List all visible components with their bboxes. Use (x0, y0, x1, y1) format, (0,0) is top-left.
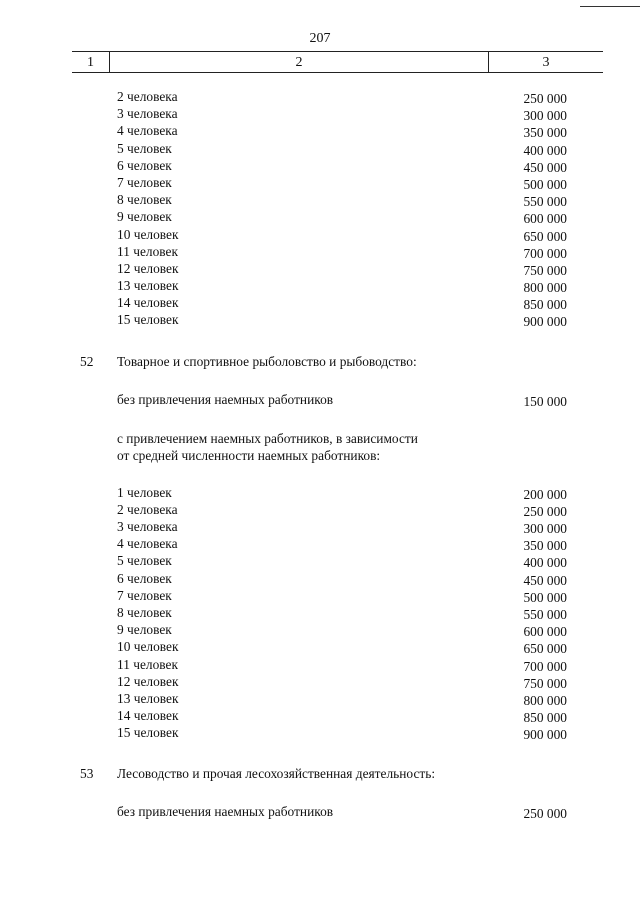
section-number: 53 (80, 766, 94, 782)
row-value: 500 000 (523, 176, 567, 192)
list-item (0, 174, 640, 191)
with-employees-paragraph (0, 430, 640, 464)
row-label: 3 человека (117, 106, 178, 122)
continued-list (0, 88, 640, 329)
list-item (0, 191, 640, 208)
row-label: 4 человека (117, 536, 178, 552)
column-header-3: 3 (542, 55, 550, 70)
without-employees-row (0, 391, 640, 408)
row-label: 11 человек (117, 243, 178, 259)
row-label: 15 человек (117, 312, 179, 328)
row-value: 550 000 (523, 606, 567, 622)
row-label: 13 человек (117, 690, 179, 706)
row-label: 2 человека (117, 89, 178, 104)
list-item (0, 587, 640, 604)
row-value: 250 000 (523, 806, 567, 822)
list-item (0, 535, 640, 552)
section-53 (0, 765, 640, 820)
list-item (0, 604, 640, 621)
list-item (0, 707, 640, 724)
section-title: Товарное и спортивное рыболовство и рыбоводство: (117, 353, 417, 369)
row-value: 750 000 (523, 675, 567, 691)
row-label: без привлечения наемных работников (117, 391, 334, 407)
row-label: 11 человек (117, 656, 178, 672)
row-value: 400 000 (523, 142, 567, 158)
list-item (0, 122, 640, 139)
row-value: 150 000 (523, 393, 567, 409)
list-item (0, 673, 640, 690)
list-item (0, 88, 640, 105)
table-header (72, 51, 603, 73)
row-value: 900 000 (523, 314, 567, 330)
paragraph-line: от средней численности наемных работников: (117, 447, 381, 463)
row-value: 650 000 (523, 641, 567, 657)
row-label: 6 человек (117, 570, 172, 586)
list-item (0, 484, 640, 501)
list-item (0, 140, 640, 157)
list-item (0, 724, 640, 741)
row-value: 500 000 (523, 589, 567, 605)
employee-count-list (0, 484, 640, 742)
row-value: 700 000 (523, 658, 567, 674)
row-label: 13 человек (117, 278, 179, 294)
row-value: 200 000 (523, 486, 567, 502)
row-label: 15 человек (117, 725, 179, 741)
list-item (0, 552, 640, 569)
row-label: 6 человек (117, 157, 172, 173)
list-item (0, 518, 640, 535)
row-label: 5 человек (117, 140, 172, 156)
row-label: 12 человек (117, 673, 179, 689)
list-item (0, 277, 640, 294)
row-label: 9 человек (117, 622, 172, 638)
row-value: 850 000 (523, 297, 567, 313)
row-value: 750 000 (523, 262, 567, 278)
row-value: 300 000 (523, 108, 567, 124)
section-52-heading (0, 353, 640, 370)
row-value: 700 000 (523, 245, 567, 261)
row-value: 350 000 (523, 125, 567, 141)
document-body (0, 88, 640, 820)
row-value: 450 000 (523, 159, 567, 175)
row-value: 600 000 (523, 211, 567, 227)
row-value: 600 000 (523, 624, 567, 640)
row-label: без привлечения наемных работников (117, 804, 334, 820)
list-item (0, 243, 640, 260)
list-item (0, 260, 640, 277)
row-label: 9 человек (117, 209, 172, 225)
row-label: 4 человека (117, 123, 178, 139)
section-52 (0, 353, 640, 742)
row-label: 5 человек (117, 553, 172, 569)
list-item (0, 638, 640, 655)
row-value: 250 000 (523, 91, 567, 106)
section-number: 52 (80, 353, 94, 369)
row-label: 12 человек (117, 260, 179, 276)
column-header-2: 2 (110, 52, 489, 72)
row-label: 10 человек (117, 639, 179, 655)
page-number: 207 (309, 31, 331, 46)
corner-mark (580, 0, 640, 7)
row-label: 1 человек (117, 484, 172, 500)
row-value: 450 000 (523, 572, 567, 588)
list-item (0, 621, 640, 638)
section-53-heading (0, 765, 640, 782)
row-label: 8 человек (117, 192, 172, 208)
row-label: 7 человек (117, 587, 172, 603)
list-item (0, 570, 640, 587)
paragraph-line: с привлечением наемных работников, в зависимости (117, 430, 418, 446)
list-item (0, 226, 640, 243)
row-label: 7 человек (117, 174, 172, 190)
list-item (0, 157, 640, 174)
row-value: 350 000 (523, 538, 567, 554)
list-item (0, 208, 640, 225)
row-value: 800 000 (523, 692, 567, 708)
row-value: 650 000 (523, 228, 567, 244)
row-value: 800 000 (523, 280, 567, 296)
row-value: 300 000 (523, 521, 567, 536)
row-value: 250 000 (523, 503, 567, 519)
list-item (0, 294, 640, 311)
list-item (0, 656, 640, 673)
row-value: 550 000 (523, 194, 567, 210)
row-value: 850 000 (523, 710, 567, 726)
section-title: Лесоводство и прочая лесохозяйственная деятельность: (117, 766, 436, 782)
row-label: 3 человека (117, 519, 178, 534)
row-label: 14 человек (117, 708, 179, 724)
list-item (0, 311, 640, 328)
row-value: 900 000 (523, 727, 567, 743)
row-label: 2 человека (117, 501, 178, 517)
row-label: 8 человек (117, 604, 172, 620)
row-value: 400 000 (523, 555, 567, 571)
list-item (0, 690, 640, 707)
row-label: 10 человек (117, 226, 179, 242)
row-label: 14 человек (117, 295, 179, 311)
list-item (0, 105, 640, 122)
column-header-1: 1 (72, 52, 110, 72)
list-item (0, 501, 640, 518)
without-employees-row (0, 803, 640, 820)
